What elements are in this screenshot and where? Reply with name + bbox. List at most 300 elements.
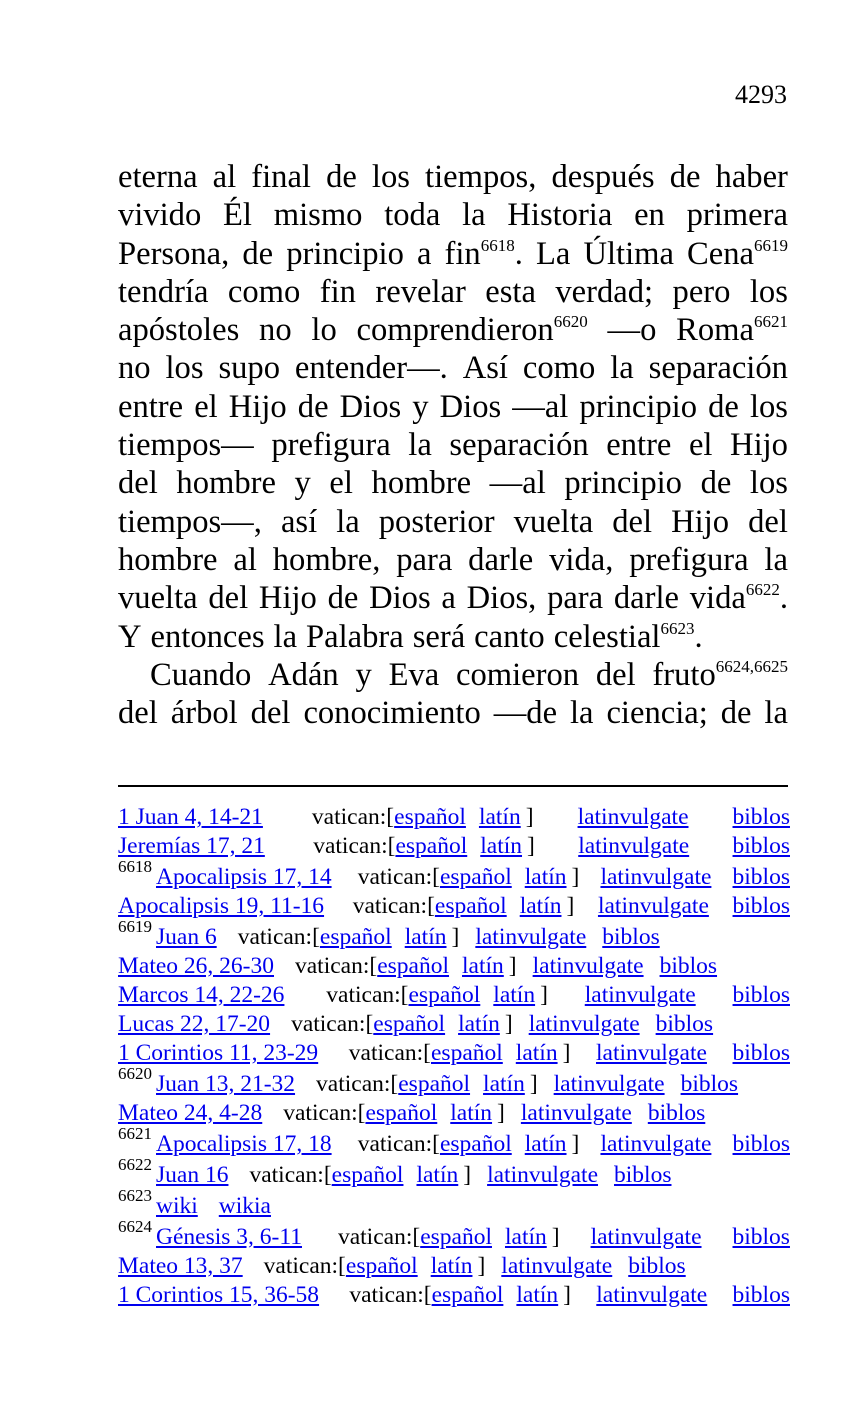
- word-text: Historia: [507, 197, 613, 234]
- word-text: comprendieron: [356, 312, 554, 349]
- vatican-espanol-link[interactable]: español: [345, 1253, 418, 1279]
- body-word: [412, 388, 428, 426]
- vatican-links: [349, 1281, 571, 1310]
- footnote-number: 6620: [118, 1064, 152, 1083]
- body-word: [118, 349, 151, 387]
- body-word: [445, 235, 523, 273]
- vatican-label: vatican:[: [357, 1131, 440, 1157]
- body-word: [750, 464, 788, 502]
- word-text: así: [280, 503, 318, 540]
- vatican-close-bracket: ]: [525, 804, 534, 830]
- word-text: esta: [485, 273, 536, 310]
- body-line: [118, 273, 788, 311]
- word-text: Hijo: [671, 503, 730, 540]
- footnote-ref-group: [118, 952, 279, 981]
- latinvulgate-link[interactable]: latinvulgate: [487, 1162, 599, 1188]
- body-word: [213, 158, 237, 196]
- body-word: [634, 196, 665, 234]
- vatican-close-bracket: ]: [527, 833, 535, 859]
- wiki-link[interactable]: wiki: [156, 1193, 198, 1219]
- body-word: [326, 158, 357, 196]
- footnote-marker[interactable]: 6622: [745, 580, 780, 600]
- body-word: [764, 694, 788, 732]
- word-text: eterna: [118, 159, 198, 195]
- word-text: ciencia;: [606, 695, 708, 732]
- body-word: [218, 349, 280, 387]
- footnote-marker[interactable]: 6618: [480, 235, 515, 255]
- latinvulgate-link[interactable]: latinvulgate: [584, 982, 696, 1008]
- footnote-line: [118, 917, 790, 952]
- biblos-link[interactable]: biblos: [732, 864, 790, 890]
- word-text: el: [194, 388, 218, 425]
- body-word: [494, 694, 557, 732]
- body-word: [268, 656, 339, 694]
- vatican-links: [316, 1070, 538, 1099]
- body-word: [474, 618, 545, 656]
- word-text: los: [371, 159, 410, 195]
- body-line: [118, 158, 788, 196]
- vatican-latin-link[interactable]: latín: [480, 833, 523, 859]
- vatican-latin-link[interactable]: latín: [483, 1071, 525, 1097]
- scripture-reference-link[interactable]: 1 Juan 4, 14-21: [118, 804, 263, 830]
- scripture-reference-link[interactable]: Jeremías 17, 21: [118, 833, 265, 859]
- word-text: de: [669, 159, 701, 195]
- vatican-close-bracket: ]: [451, 924, 460, 950]
- word-text: Así: [462, 350, 508, 387]
- body-word: [687, 235, 788, 273]
- word-text: principio: [286, 235, 404, 272]
- body-text: [118, 158, 788, 732]
- body-word: [233, 541, 257, 579]
- latinvulgate-link[interactable]: latinvulgate: [577, 804, 689, 830]
- wikia-link[interactable]: wikia: [218, 1193, 271, 1219]
- biblos-link[interactable]: biblos: [680, 1071, 739, 1097]
- vatican-label: vatican:[: [326, 982, 409, 1008]
- word-text: Cena: [687, 235, 754, 272]
- body-word: [652, 656, 788, 694]
- word-text: canto: [474, 618, 545, 655]
- vatican-espanol-link[interactable]: español: [377, 953, 450, 979]
- footnote-line: [118, 981, 790, 1010]
- scripture-reference-link[interactable]: Apocalipsis 17, 14: [156, 864, 332, 890]
- body-word: [303, 694, 480, 732]
- scripture-reference-link[interactable]: Juan 16: [156, 1162, 229, 1188]
- vatican-label: vatican:[: [348, 1040, 431, 1066]
- word-text: final: [251, 159, 311, 195]
- scripture-reference-link[interactable]: Apocalipsis 17, 18: [156, 1131, 332, 1157]
- word-text: fin: [319, 273, 356, 310]
- biblos-link[interactable]: biblos: [732, 804, 790, 830]
- latinvulgate-link[interactable]: latinvulgate: [596, 1040, 707, 1066]
- vatican-close-bracket: ]: [571, 1131, 580, 1157]
- vatican-latin-link[interactable]: latín: [493, 982, 536, 1008]
- vatican-latin-link[interactable]: latín: [416, 1162, 459, 1188]
- body-word: [372, 158, 410, 196]
- latinvulgate-link[interactable]: latinvulgate: [600, 1131, 712, 1157]
- body-word: [649, 349, 788, 387]
- vatican-links: [264, 1252, 486, 1281]
- body-word: [396, 541, 452, 579]
- body-word: [514, 503, 594, 541]
- word-text: y: [294, 465, 311, 502]
- scripture-reference-link[interactable]: Juan 6: [156, 924, 217, 950]
- body-word: [295, 349, 448, 387]
- body-word: [629, 541, 748, 579]
- footnotes: [118, 803, 790, 1310]
- footnote-marker[interactable]: 6620: [553, 312, 588, 332]
- word-text: en: [634, 197, 665, 234]
- biblos-link[interactable]: biblos: [732, 833, 790, 859]
- biblos-link[interactable]: biblos: [732, 1224, 790, 1250]
- scripture-reference-link[interactable]: Mateo 26, 26-30: [118, 953, 274, 979]
- latinvulgate-link[interactable]: latinvulgate: [600, 864, 712, 890]
- word-text: de: [326, 159, 357, 195]
- vatican-label: vatican:[: [263, 1253, 346, 1279]
- word-text: darle: [468, 541, 534, 578]
- word-text: .: [779, 580, 788, 617]
- word-text: la: [408, 427, 432, 464]
- biblos-link[interactable]: biblos: [602, 924, 660, 950]
- body-line: [118, 618, 788, 656]
- footnote-line: [118, 1064, 790, 1099]
- word-text: la: [610, 350, 634, 387]
- word-text: vuelta: [118, 580, 198, 617]
- word-text: .: [514, 235, 523, 272]
- body-word: [687, 196, 788, 234]
- word-text: no: [118, 350, 151, 387]
- vatican-links: [358, 1130, 580, 1159]
- body-word: [118, 273, 208, 311]
- vatican-latin-link[interactable]: latín: [516, 1282, 559, 1308]
- word-text: y: [412, 388, 429, 425]
- footnote-line: [118, 832, 790, 861]
- vatican-label: vatican:[: [249, 1162, 332, 1188]
- vatican-espanol-link[interactable]: español: [331, 1162, 404, 1188]
- scripture-reference-link[interactable]: Marcos 14, 22-26: [118, 982, 285, 1008]
- footnote-line: [118, 857, 790, 892]
- word-text: Persona,: [118, 235, 230, 272]
- vatican-links: [338, 1223, 560, 1252]
- vatican-latin-link[interactable]: latín: [462, 953, 504, 979]
- vatican-close-bracket: ]: [504, 1011, 513, 1037]
- body-word: [281, 503, 317, 541]
- word-text: mismo: [273, 197, 363, 234]
- body-word: [507, 196, 612, 234]
- word-text: como: [522, 350, 596, 387]
- vatican-espanol-link[interactable]: español: [373, 1011, 446, 1037]
- vatican-espanol-link[interactable]: español: [319, 924, 392, 950]
- biblos-link[interactable]: biblos: [732, 893, 790, 919]
- word-text: el: [688, 427, 713, 464]
- body-word: [456, 656, 579, 694]
- body-line: [118, 235, 788, 273]
- vatican-latin-link[interactable]: latín: [519, 893, 562, 919]
- body-word: [242, 235, 273, 273]
- word-text: toda: [384, 197, 441, 234]
- body-word: [375, 273, 465, 311]
- footnote-line: [118, 1281, 790, 1310]
- word-text: —o: [607, 312, 657, 349]
- latinvulgate-link[interactable]: latinvulgate: [553, 1071, 665, 1097]
- biblos-link[interactable]: biblos: [732, 1282, 790, 1308]
- body-word: [583, 235, 673, 273]
- latinvulgate-link[interactable]: latinvulgate: [475, 924, 587, 950]
- vatican-links: [249, 1161, 471, 1190]
- word-text: como: [227, 273, 301, 310]
- word-text: la: [764, 541, 788, 578]
- vatican-espanol-link[interactable]: español: [395, 833, 468, 859]
- word-text: de: [297, 388, 329, 425]
- latinvulgate-link[interactable]: latinvulgate: [532, 953, 644, 979]
- vatican-espanol-link[interactable]: español: [431, 1282, 504, 1308]
- scripture-reference-link[interactable]: Lucas 22, 17-20: [118, 1011, 271, 1037]
- scripture-reference-link[interactable]: Génesis 3, 6-11: [156, 1224, 302, 1250]
- body-word: [118, 541, 218, 579]
- word-text: verdad;: [555, 273, 654, 310]
- word-text: de: [708, 388, 739, 425]
- footnote-number: 6621: [118, 1124, 152, 1143]
- body-word: [118, 235, 229, 273]
- footnote-marker[interactable]: 6623: [660, 618, 695, 638]
- word-text: tendría: [118, 273, 209, 310]
- biblos-link[interactable]: biblos: [732, 982, 790, 1008]
- vatican-close-bracket: ]: [551, 1224, 560, 1250]
- word-text: Cuando: [150, 656, 252, 693]
- word-text: del: [250, 695, 291, 732]
- word-text: la: [570, 695, 594, 732]
- word-text: Dios: [369, 580, 431, 617]
- body-word: [356, 656, 372, 694]
- vatican-espanol-link[interactable]: español: [434, 893, 507, 919]
- vatican-close-bracket: ]: [540, 982, 548, 1008]
- body-word: [171, 694, 238, 732]
- body-word: [273, 541, 381, 579]
- latinvulgate-link[interactable]: latinvulgate: [596, 1282, 708, 1308]
- word-text: prefigura: [629, 541, 749, 578]
- vatican-close-bracket: ]: [566, 893, 575, 919]
- word-text: la: [336, 503, 360, 540]
- body-word: [440, 388, 502, 426]
- body-word: [417, 235, 431, 273]
- latinvulgate-link[interactable]: latinvulgate: [501, 1253, 613, 1279]
- word-text: Roma: [676, 312, 754, 349]
- vatican-label: vatican:[: [313, 833, 396, 859]
- footnote-ref-group: [118, 803, 268, 832]
- vatican-latin-link[interactable]: latín: [504, 1224, 547, 1250]
- body-line: [118, 464, 788, 502]
- vatican-label: vatican:[: [237, 924, 320, 950]
- body-word: [670, 158, 701, 196]
- word-text: de: [327, 580, 359, 617]
- vatican-espanol-link[interactable]: español: [420, 1224, 492, 1250]
- body-word: [372, 464, 472, 502]
- body-word: [512, 388, 568, 426]
- footnote-number: 6619: [118, 917, 152, 936]
- body-word: [612, 503, 652, 541]
- body-word: [329, 464, 353, 502]
- footnote-line: [118, 1039, 790, 1068]
- footnote-marker[interactable]: 6624,6625: [715, 656, 788, 676]
- word-text: apóstoles: [118, 312, 240, 349]
- footnote-line: [118, 1217, 790, 1252]
- body-line: [118, 541, 788, 579]
- word-text: los: [749, 388, 788, 425]
- vatican-latin-link[interactable]: latín: [450, 1100, 493, 1126]
- body-word: [750, 273, 788, 311]
- body-word: [579, 388, 697, 426]
- body-word: [118, 311, 239, 349]
- vatican-latin-link[interactable]: latín: [458, 1011, 500, 1037]
- biblos-link[interactable]: biblos: [655, 1011, 714, 1037]
- word-text: será: [412, 618, 466, 655]
- biblos-link[interactable]: biblos: [647, 1100, 706, 1126]
- body-word: [467, 579, 537, 617]
- vatican-latin-link[interactable]: latín: [524, 1131, 567, 1157]
- body-word: [523, 349, 595, 387]
- word-text: del: [595, 656, 636, 693]
- word-text: revelar: [375, 273, 466, 310]
- body-word: [490, 464, 546, 502]
- vatican-latin-link[interactable]: latín: [404, 924, 447, 950]
- footnote-marker[interactable]: 6621: [753, 312, 788, 332]
- body-line: [118, 196, 788, 234]
- latinvulgate-link[interactable]: latinvulgate: [578, 833, 690, 859]
- body-word: [413, 618, 465, 656]
- vatican-close-bracket: ]: [529, 1071, 538, 1097]
- body-word: [606, 426, 671, 464]
- body-word: [151, 618, 265, 656]
- vatican-latin-link[interactable]: latín: [478, 804, 521, 830]
- vatican-espanol-link[interactable]: español: [408, 982, 481, 1008]
- word-text: entender—.: [294, 350, 448, 387]
- word-text: Hijo: [730, 427, 788, 464]
- scripture-reference-link[interactable]: Mateo 24, 4-28: [118, 1100, 263, 1126]
- word-text: para: [547, 580, 604, 617]
- vatican-espanol-link[interactable]: español: [394, 804, 466, 830]
- word-text: Dios: [339, 388, 402, 425]
- body-word: [676, 311, 788, 349]
- footnote-line: [118, 1099, 790, 1128]
- word-text: a: [441, 580, 456, 617]
- word-text: la: [273, 618, 298, 655]
- latinvulgate-link[interactable]: latinvulgate: [590, 1224, 702, 1250]
- body-word: [449, 426, 588, 464]
- vatican-latin-link[interactable]: latín: [524, 864, 567, 890]
- footnote-ref-group: [118, 1217, 307, 1252]
- word-text: lo: [311, 312, 337, 349]
- word-text: a: [416, 235, 432, 272]
- word-text: La: [535, 235, 571, 272]
- vatican-espanol-link[interactable]: español: [431, 1040, 503, 1066]
- word-text: prefigura: [271, 427, 391, 464]
- word-text: separación: [648, 350, 788, 387]
- body-word: [194, 388, 218, 426]
- body-word: [690, 579, 788, 617]
- body-word: [554, 618, 703, 656]
- body-word: [721, 694, 752, 732]
- word-text: los: [165, 350, 204, 387]
- body-word: [551, 158, 654, 196]
- word-text: hombre: [176, 465, 276, 502]
- footnote-line: [118, 1155, 790, 1190]
- footnote-ref-group: [118, 857, 337, 892]
- word-text: Última: [583, 235, 674, 272]
- vatican-latin-link[interactable]: latín: [430, 1253, 473, 1279]
- body-line: [118, 388, 788, 426]
- biblos-link[interactable]: biblos: [628, 1253, 686, 1279]
- body-word: [223, 196, 252, 234]
- vatican-links: [312, 803, 534, 832]
- latinvulgate-link[interactable]: latinvulgate: [528, 1011, 640, 1037]
- vatican-label: vatican:[: [295, 953, 378, 979]
- word-text: supo: [218, 350, 280, 387]
- vatican-close-bracket: ]: [497, 1100, 505, 1126]
- latinvulgate-link[interactable]: latinvulgate: [597, 893, 709, 919]
- vatican-latin-link[interactable]: latín: [515, 1040, 558, 1066]
- word-text: vuelta: [513, 503, 594, 540]
- word-text: haber: [715, 159, 788, 195]
- footnote-marker[interactable]: 6619: [753, 235, 788, 255]
- vatican-label: vatican:[: [352, 893, 435, 919]
- vatican-espanol-link[interactable]: español: [439, 864, 512, 890]
- body-word: [274, 196, 363, 234]
- word-text: los: [749, 465, 788, 502]
- body-line: [118, 579, 788, 617]
- scripture-reference-link[interactable]: Juan 13, 21-32: [156, 1071, 296, 1097]
- biblos-link[interactable]: biblos: [659, 953, 718, 979]
- body-word: [610, 349, 634, 387]
- vatican-label: vatican:[: [291, 1011, 374, 1037]
- body-word: [463, 349, 508, 387]
- word-text: entre: [118, 388, 184, 425]
- word-text: Eva: [388, 656, 440, 693]
- word-text: vivido: [118, 197, 202, 234]
- body-word: [614, 579, 679, 617]
- body-word: [555, 273, 653, 311]
- vatican-espanol-link[interactable]: español: [439, 1131, 512, 1157]
- vatican-links: [353, 892, 575, 921]
- body-word: [328, 579, 359, 617]
- body-word: [764, 541, 788, 579]
- word-text: árbol: [170, 695, 238, 732]
- word-text: el: [329, 465, 353, 502]
- word-text: celestial: [553, 618, 661, 655]
- body-word: [176, 464, 276, 502]
- vatican-espanol-link[interactable]: español: [365, 1100, 438, 1126]
- vatican-close-bracket: ]: [463, 1162, 472, 1188]
- body-word: [730, 426, 788, 464]
- footnote-line: [118, 892, 790, 921]
- page-number: 4293: [735, 80, 787, 109]
- body-word: [596, 656, 636, 694]
- body-word: [259, 311, 292, 349]
- latinvulgate-link[interactable]: latinvulgate: [520, 1100, 632, 1126]
- biblos-link[interactable]: biblos: [732, 1040, 790, 1066]
- vatican-close-bracket: ]: [571, 864, 580, 890]
- scripture-reference-link[interactable]: Mateo 13, 37: [118, 1253, 243, 1279]
- scripture-reference-link[interactable]: Apocalipsis 19, 11-16: [118, 893, 325, 919]
- word-text: Él: [223, 197, 252, 234]
- biblos-link[interactable]: biblos: [732, 1131, 790, 1157]
- vatican-espanol-link[interactable]: español: [398, 1071, 471, 1097]
- body-word: [229, 388, 287, 426]
- body-word: [606, 694, 707, 732]
- scripture-reference-link[interactable]: 1 Corintios 11, 23-29: [118, 1040, 319, 1066]
- biblos-link[interactable]: biblos: [614, 1162, 672, 1188]
- scripture-reference-link[interactable]: 1 Corintios 15, 36-58: [118, 1282, 320, 1308]
- body-word: [750, 388, 788, 426]
- word-text: —al: [512, 388, 569, 425]
